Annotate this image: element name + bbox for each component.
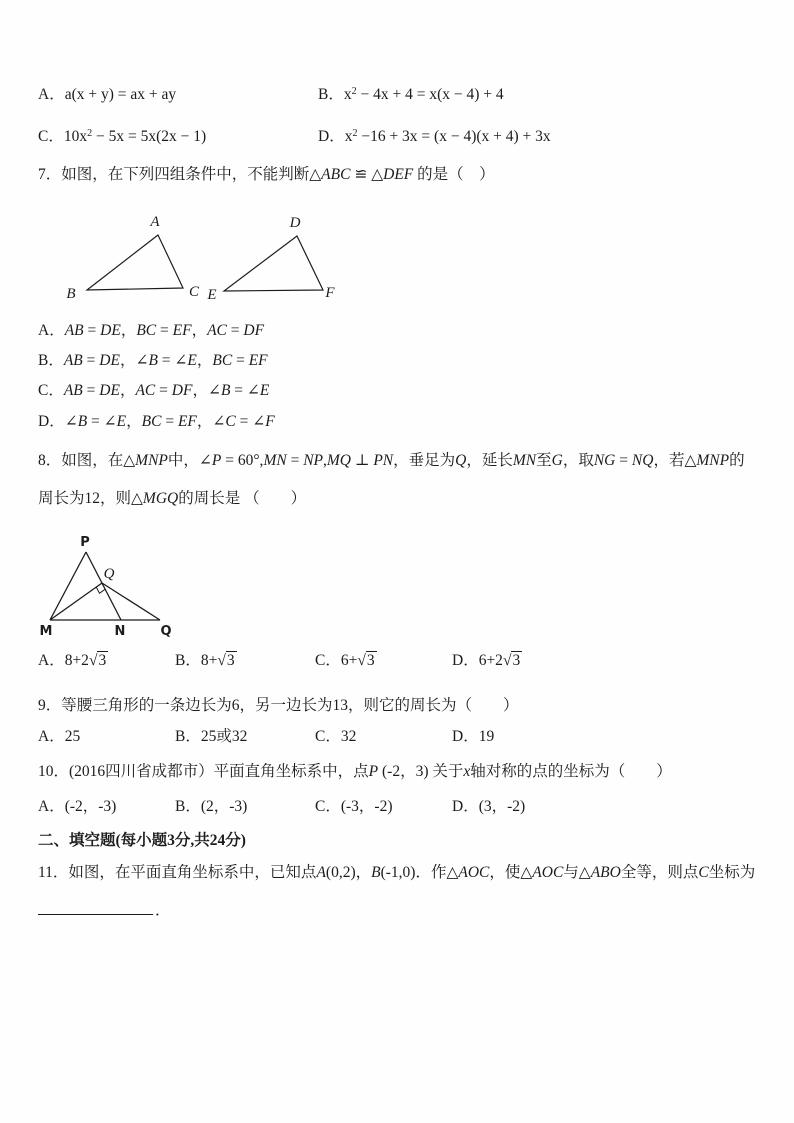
vertex-label-p: P — [80, 535, 90, 550]
vertex-label-n: N — [114, 624, 126, 639]
question-10-stem: 10．(2016四川省成都市）平面直角坐标系中，点P (-2，3) 关于x轴对称的点的坐标为（ ） — [38, 763, 672, 780]
vertex-label-c: C — [188, 284, 200, 300]
q7-option-d: D．∠B = ∠E，BC = EF，∠C = ∠F — [38, 413, 275, 430]
figure-two-triangles — [55, 210, 355, 306]
triangle-abc-outline — [87, 235, 183, 290]
factoring-option-c: C．$10x^2 - 5x = 5x(2x - 1)$ — [38, 128, 207, 145]
q9-option-b: B．25或32 — [175, 728, 248, 745]
q7-option-a: A．AB = DE，BC = EF，AC = DF — [38, 322, 265, 339]
q8-option-d: D．6+2√3 — [452, 652, 521, 669]
q9-option-d: D．19 — [452, 728, 495, 745]
q10-option-b: B．(2，-3) — [175, 798, 248, 815]
q9-option-a: A．25 — [38, 728, 81, 745]
question-11-stem: 11．如图，在平面直角坐标系中，已知点A(0,2)，B(-1,0)．作△AOC，使△AOC与△ABO全等，则点C坐标为 — [38, 864, 756, 881]
q9-option-c: C．32 — [315, 728, 357, 745]
q7-option-c: C．AB = DE，AC = DF，∠B = ∠E — [38, 382, 270, 399]
segment-mq — [50, 583, 102, 620]
answer-blank-period: ． — [155, 902, 171, 919]
factoring-option-d: D．$x^2 -16 + 3x = (x - 4)(x + 4) + 3x$ — [318, 128, 551, 145]
question-8-stem-line1: 8．如图，在△MNP中，∠P = 60°,MN = NP,MQ ⊥ PN，垂足为Q，延长MN至G，取NG = NQ，若△MNP的 — [38, 452, 745, 469]
q10-option-a: A．(-2，-3) — [38, 798, 117, 815]
vertex-label-m: M — [39, 624, 53, 639]
segment-pn — [86, 552, 121, 620]
q8-option-c: C．6+√3 — [315, 652, 375, 669]
vertex-label-e: E — [207, 287, 217, 303]
vertex-label-d: D — [289, 215, 301, 231]
answer-blank — [38, 896, 153, 915]
vertex-label-b: B — [66, 286, 76, 302]
q8-option-a: A．8+2√3 — [38, 652, 107, 669]
foot-label-q: Q — [103, 566, 115, 582]
segment-qg — [102, 583, 160, 620]
q10-option-c: C．(-3，-2) — [315, 798, 393, 815]
q10-option-d: D．(3，-2) — [452, 798, 526, 815]
section-2-heading: 二、填空题(每小题3分,共24分) — [38, 832, 246, 849]
question-9-stem: 9．等腰三角形的一条边长为6，另一边长为13，则它的周长为（ ） — [38, 697, 519, 714]
question-8-stem-line2: 周长为12，则△MGQ的周长是 （ ） — [38, 490, 307, 507]
factoring-option-a: A．a(x + y) = ax + ay — [38, 86, 177, 103]
q8-option-b: B．8+√3 — [175, 652, 235, 669]
vertex-label-f: F — [325, 285, 335, 301]
factoring-option-b: B．$x^2 - 4x + 4 = x(x - 4) + 4$ — [318, 86, 504, 103]
vertex-label-end: Q — [160, 624, 172, 639]
segment-mp — [50, 552, 86, 620]
question-7-stem: 7．如图，在下列四组条件中，不能判断△ABC ≌ △DEF 的是（ ） — [38, 166, 495, 183]
figure-triangle-mnp — [30, 533, 235, 641]
q7-option-b: B．AB = DE，∠B = ∠E，BC = EF — [38, 352, 268, 369]
vertex-label-a: A — [150, 214, 160, 230]
triangle-def-outline — [224, 236, 323, 291]
